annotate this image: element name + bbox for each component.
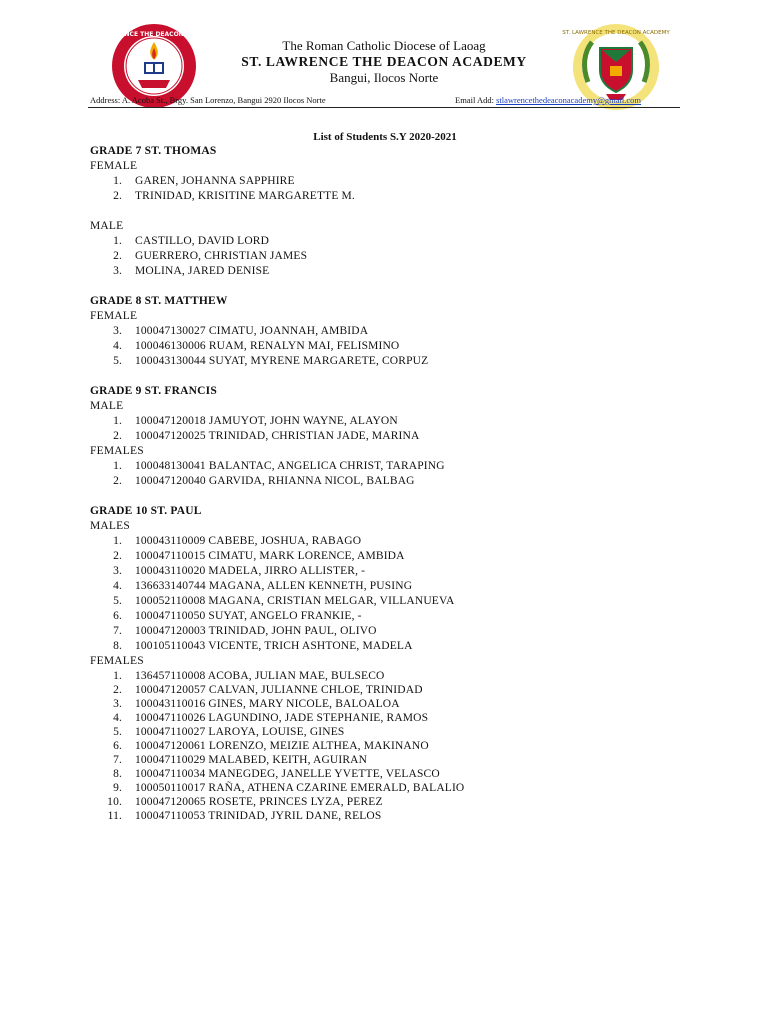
- list-item: [90, 534, 690, 549]
- list-number: 1.: [113, 175, 122, 187]
- student-name: 100047120040 GARVIDA, RHIANNA NICOL, BALBAG: [135, 475, 415, 487]
- list-number: 2.: [113, 190, 122, 202]
- list-item: [90, 414, 690, 429]
- list-item: [90, 564, 690, 579]
- student-name: 100047110050 SUYAT, ANGELO FRANKIE, -: [135, 610, 362, 622]
- grade-section: [90, 384, 690, 489]
- list-item: [90, 354, 690, 369]
- list-number: 2.: [113, 250, 122, 262]
- list-item: [90, 264, 690, 279]
- student-name: 100047110015 CIMATU, MARK LORENCE, AMBIDA: [135, 550, 405, 562]
- gender-group-label: FEMALES: [90, 445, 144, 457]
- student-name: 100047110026 LAGUNDINO, JADE STEPHANIE, RAMOS: [135, 712, 429, 724]
- student-name: 100043110016 GINES, MARY NICOLE, BALOALOA: [135, 698, 400, 710]
- grade-section: [90, 294, 690, 369]
- student-group-list: [90, 459, 690, 489]
- grade-section: [90, 504, 690, 823]
- list-item: [90, 459, 690, 474]
- school-address: Address: A. Acoba St., Brgy. San Lorenzo, Bangui 2920 Ilocos Norte: [90, 95, 326, 105]
- crest-right-text: ST. LAWRENCE THE DEACON ACADEMY: [562, 30, 670, 36]
- header-divider: [88, 107, 680, 108]
- list-number: 1.: [113, 415, 122, 427]
- list-item: [90, 234, 690, 249]
- list-item: [90, 249, 690, 264]
- list-number: 3.: [113, 265, 122, 277]
- list-number: 8.: [113, 768, 122, 780]
- student-group-list: [90, 669, 690, 823]
- student-name: 100047120025 TRINIDAD, CHRISTIAN JADE, MARINA: [135, 430, 420, 442]
- student-name: 100047110053 TRINIDAD, JYRIL DANE, RELOS: [135, 810, 382, 822]
- student-name: 100047120065 ROSETE, PRINCES LYZA, PEREZ: [135, 796, 383, 808]
- list-number: 4.: [113, 580, 122, 592]
- list-item: [90, 739, 690, 753]
- list-item: [90, 624, 690, 639]
- list-number: 1.: [113, 670, 122, 682]
- list-number: 9.: [113, 782, 122, 794]
- list-number: 6.: [113, 610, 122, 622]
- student-name: 100043130044 SUYAT, MYRENE MARGARETE, CORPUZ: [135, 355, 429, 367]
- diocese-line: The Roman Catholic Diocese of Laoag: [282, 38, 486, 53]
- student-name: 100046130006 RUAM, RENALYN MAI, FELISMINO: [135, 340, 400, 352]
- list-number: 8.: [113, 640, 122, 652]
- grade-heading: GRADE 10 ST. PAUL: [90, 505, 202, 517]
- student-group-list: [90, 414, 690, 444]
- list-item: [90, 609, 690, 624]
- student-group-list: [90, 324, 690, 369]
- grade-section: [90, 144, 690, 279]
- list-number: 7.: [113, 625, 122, 637]
- section-spacer: [90, 279, 690, 294]
- list-number: 2.: [113, 684, 122, 696]
- student-group-list: [90, 534, 690, 654]
- student-name: GUERRERO, CHRISTIAN JAMES: [135, 250, 308, 262]
- student-name: GAREN, JOHANNA SAPPHIRE: [135, 175, 295, 187]
- list-item: [90, 683, 690, 697]
- student-group-list: [90, 234, 690, 279]
- email-block: [455, 95, 641, 105]
- student-name: 100047110027 LAROYA, LOUISE, GINES: [135, 726, 345, 738]
- list-item: [90, 594, 690, 609]
- list-item: [90, 579, 690, 594]
- list-number: 1.: [113, 535, 122, 547]
- list-number: 4.: [113, 712, 122, 724]
- school-heading: [200, 38, 568, 86]
- list-number: 10.: [107, 796, 122, 808]
- grade-heading: GRADE 7 ST. THOMAS: [90, 145, 217, 157]
- student-name: 100047120018 JAMUYOT, JOHN WAYNE, ALAYON: [135, 415, 398, 427]
- grade-heading: GRADE 9 ST. FRANCIS: [90, 385, 217, 397]
- gender-group-label: FEMALES: [90, 655, 144, 667]
- list-item: [90, 753, 690, 767]
- student-name: 100050110017 RAÑA, ATHENA CZARINE EMERALD, BALALIO: [135, 782, 465, 794]
- student-name: 100047130027 CIMATU, JOANNAH, AMBIDA: [135, 325, 369, 337]
- student-name: 100048130041 BALANTAC, ANGELICA CHRIST, TARAPING: [135, 460, 445, 472]
- list-item: [90, 781, 690, 795]
- list-item: [90, 767, 690, 781]
- gender-group-label: FEMALE: [90, 160, 138, 172]
- list-item: [90, 669, 690, 683]
- list-number: 3.: [113, 698, 122, 710]
- grade-heading: GRADE 8 ST. MATTHEW: [90, 295, 228, 307]
- student-name: 100047120057 CALVAN, JULIANNE CHLOE, TRINIDAD: [135, 684, 423, 696]
- email-link[interactable]: stlawrencethedeaconacademy@gmail.com: [496, 95, 642, 105]
- student-name: 100043110009 CABEBE, JOSHUA, RABAGO: [135, 535, 362, 547]
- list-number: 11.: [107, 810, 122, 822]
- list-number: 5.: [113, 355, 122, 367]
- gender-group-label: MALE: [90, 220, 124, 232]
- section-spacer: [90, 369, 690, 384]
- list-item: [90, 697, 690, 711]
- list-number: 7.: [113, 754, 122, 766]
- student-name: MOLINA, JARED DENISE: [135, 265, 270, 277]
- school-name: ST. LAWRENCE THE DEACON ACADEMY: [241, 54, 527, 69]
- list-number: 2.: [113, 475, 122, 487]
- student-name: 100052110008 MAGANA, CRISTIAN MELGAR, VILLANUEVA: [135, 595, 455, 607]
- email-label: Email Add:: [455, 95, 494, 105]
- document-title: List of Students S.Y 2020-2021: [313, 131, 457, 143]
- list-item: [90, 189, 690, 204]
- student-name: 100047120061 LORENZO, MEIZIE ALTHEA, MAKINANO: [135, 740, 429, 752]
- list-number: 5.: [113, 726, 122, 738]
- student-name: 100043110020 MADELA, JIRRO ALLISTER, -: [135, 565, 366, 577]
- student-name: 136633140744 MAGANA, ALLEN KENNETH, PUSING: [135, 580, 413, 592]
- list-number: 1.: [113, 235, 122, 247]
- list-item: [90, 474, 690, 489]
- student-name: TRINIDAD, KRISITINE MARGARETTE M.: [135, 190, 355, 202]
- student-name: 100047110029 MALABED, KEITH, AGUIRAN: [135, 754, 368, 766]
- list-item: [90, 549, 690, 564]
- list-item: [90, 711, 690, 725]
- student-group-list: [90, 174, 690, 204]
- student-list: [90, 144, 690, 823]
- school-location: Bangui, Ilocos Norte: [329, 70, 439, 85]
- section-spacer: [90, 489, 690, 504]
- letterhead: [0, 0, 768, 110]
- seal-left-text: ST. LAWRENCE THE DEACON ACADEMY: [89, 31, 219, 38]
- list-number: 6.: [113, 740, 122, 752]
- student-name: 100047120003 TRINIDAD, JOHN PAUL, OLIVO: [135, 625, 377, 637]
- student-name: 100105110043 VICENTE, TRICH ASHTONE, MADELA: [135, 640, 413, 652]
- student-name: 100047110034 MANEGDEG, JANELLE YVETTE, VELASCO: [135, 768, 440, 780]
- list-number: 2.: [113, 550, 122, 562]
- list-item: [90, 809, 690, 823]
- list-number: 2.: [113, 430, 122, 442]
- list-item: [90, 324, 690, 339]
- spacer: [90, 204, 690, 219]
- list-item: [90, 429, 690, 444]
- student-name: CASTILLO, DAVID LORD: [135, 235, 270, 247]
- gender-group-label: MALES: [90, 520, 130, 532]
- gender-group-label: FEMALE: [90, 310, 138, 322]
- list-item: [90, 174, 690, 189]
- list-item: [90, 639, 690, 654]
- list-number: 1.: [113, 460, 122, 472]
- list-number: 3.: [113, 565, 122, 577]
- list-number: 5.: [113, 595, 122, 607]
- list-number: 4.: [113, 340, 122, 352]
- list-number: 3.: [113, 325, 122, 337]
- list-item: [90, 725, 690, 739]
- student-name: 136457110008 ACOBA, JULIAN MAE, BULSECO: [135, 670, 385, 682]
- gender-group-label: MALE: [90, 400, 124, 412]
- list-item: [90, 339, 690, 354]
- list-item: [90, 795, 690, 809]
